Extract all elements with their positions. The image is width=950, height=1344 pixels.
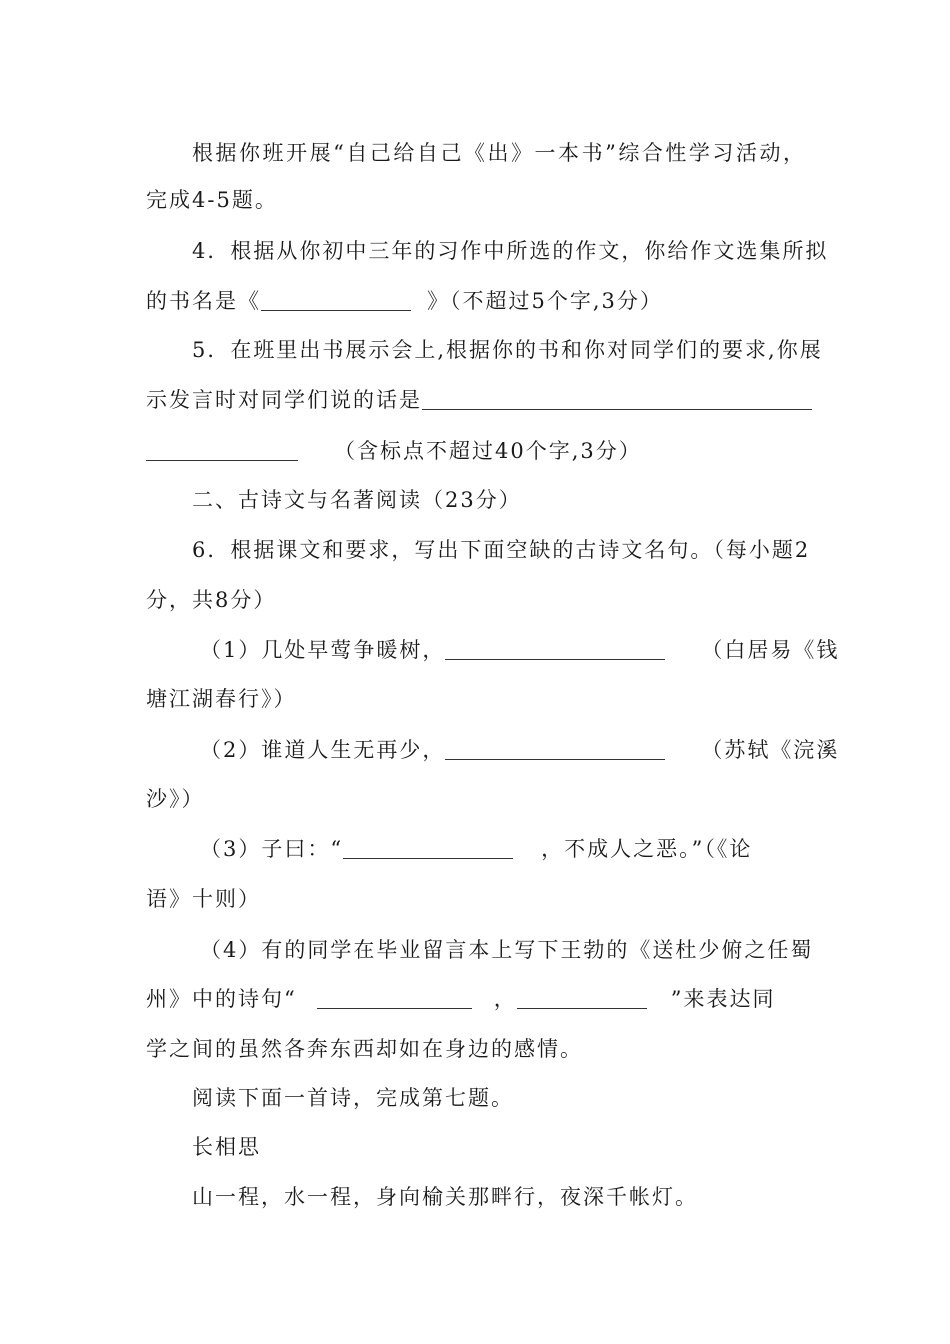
- item-4-blank-2[interactable]: [517, 986, 647, 1009]
- question-4-line-1: 4．根据从你初中三年的习作中所选的作文，你给作文选集所拟: [192, 239, 829, 263]
- section-2-heading: 二、古诗文与名著阅读（23分）: [192, 488, 522, 512]
- question-6-line-1: 6．根据课文和要求，写出下面空缺的古诗文名句。（每小题2: [192, 538, 811, 562]
- item-4-text-pre: 州》中的诗句“: [146, 987, 297, 1011]
- question-6-item-1: [200, 635, 840, 665]
- question-6-item-4-line-2: [146, 984, 806, 1014]
- question-4-line-2: [146, 286, 806, 316]
- question-4-text-pre: 的书名是《: [146, 289, 261, 313]
- item-2-text-post: （苏轼《浣溪: [701, 738, 840, 762]
- item-1-text-post: （白居易《钱: [701, 638, 840, 662]
- question-6-item-3-line-2: 语》十则）: [146, 887, 261, 911]
- intro-line-2: 完成4-5题。: [146, 188, 278, 212]
- item-1-text-pre: （1）几处早莺争暖树，: [200, 638, 446, 662]
- item-4-text-post: ”来表达同: [670, 987, 776, 1011]
- item-2-text-pre: （2）谁道人生无再少，: [200, 738, 446, 762]
- book-title-blank[interactable]: [261, 288, 411, 311]
- question-4-text-post: 》（不超过5个字,3分）: [427, 289, 663, 313]
- question-5-text-pre: 示发言时对同学们说的话是: [146, 388, 422, 412]
- item-2-blank[interactable]: [445, 737, 665, 760]
- poem-line-1: 山一程，水一程，身向榆关那畔行，夜深千帐灯。: [192, 1185, 698, 1209]
- question-6-line-2: 分，共8分）: [146, 588, 277, 612]
- question-6-item-1-line-2: 塘江湖春行》）: [146, 687, 297, 711]
- intro-line-1: 根据你班开展“自己给自己《出》一本书”综合性学习活动，: [192, 141, 806, 165]
- item-3-text-post: ，不成人之恶。”（《论: [541, 837, 753, 861]
- item-4-blank-1[interactable]: [317, 986, 472, 1009]
- item-3-text-pre: （3）子曰：“: [200, 837, 344, 861]
- question-5-line-1: 5．在班里出书展示会上,根据你的书和你对同学们的要求,你展: [192, 338, 823, 362]
- item-4-comma: ，: [493, 987, 517, 1011]
- speech-blank-2[interactable]: [146, 438, 298, 461]
- question-7-intro: 阅读下面一首诗，完成第七题。: [192, 1086, 514, 1110]
- question-5-line-3: [146, 436, 806, 466]
- speech-blank-1[interactable]: [422, 387, 812, 410]
- poem-title: 长相思: [192, 1135, 261, 1159]
- question-5-text-post: （含标点不超过40个字,3分）: [334, 439, 642, 463]
- question-6-item-2-line-2: 沙》）: [146, 787, 205, 811]
- item-3-blank[interactable]: [343, 836, 513, 859]
- question-6-item-4-line-1: （4）有的同学在毕业留言本上写下王勃的《送杜少俯之任蜀: [200, 938, 814, 962]
- question-5-line-2: [146, 385, 806, 415]
- question-6-item-4-line-3: 学之间的虽然各奔东西却如在身边的感情。: [146, 1037, 583, 1061]
- question-6-item-2: [200, 735, 840, 765]
- item-1-blank[interactable]: [445, 637, 665, 660]
- question-6-item-3: [200, 834, 806, 864]
